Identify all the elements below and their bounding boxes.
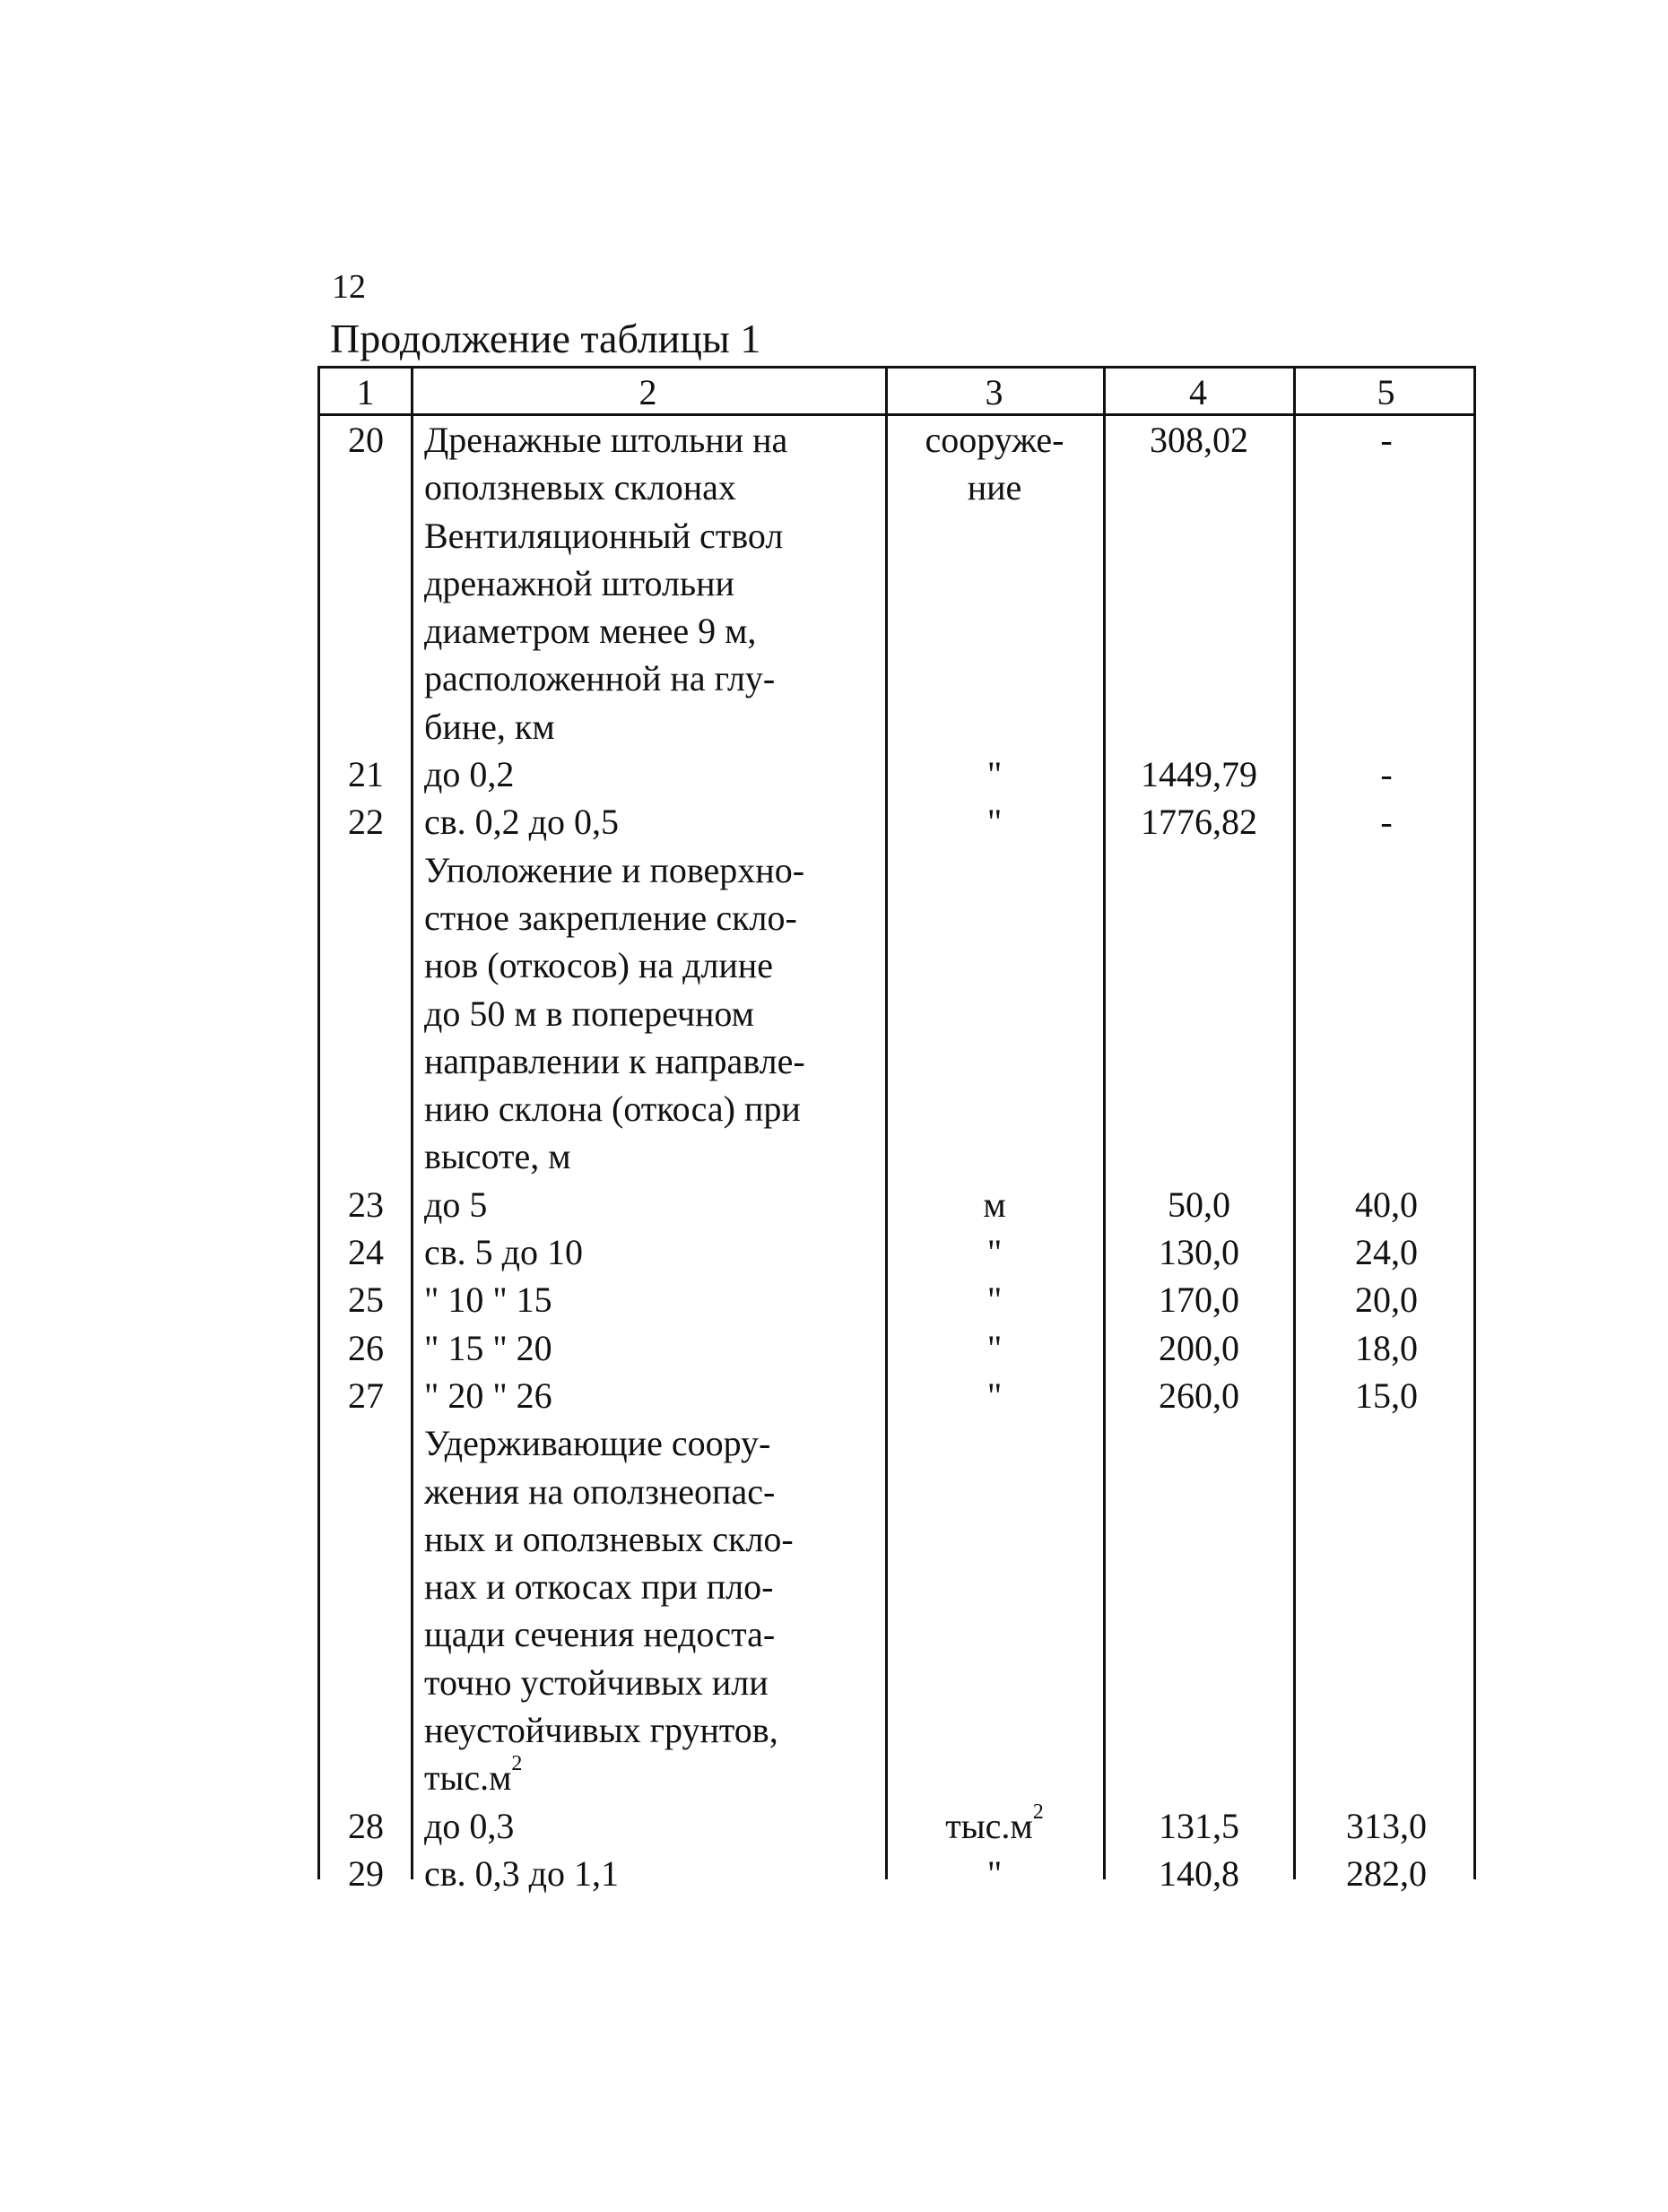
unit-cell xyxy=(885,750,1104,798)
header-cell-2: 2 xyxy=(639,372,657,412)
description-line: " 10 " 15 xyxy=(424,1279,552,1321)
unit-line: " xyxy=(986,802,1003,843)
description-line: расположенной на глу- xyxy=(424,658,776,699)
table-row xyxy=(320,1802,1473,1850)
description-cell xyxy=(424,1324,890,1372)
table-row xyxy=(320,416,1473,750)
header-cell-1: 1 xyxy=(356,372,375,412)
description-cell xyxy=(424,798,890,1180)
table-row xyxy=(320,1228,1473,1276)
description-line: св. 0,3 до 1,1 xyxy=(424,1852,619,1894)
description-cell xyxy=(424,1228,890,1276)
table-row xyxy=(320,1850,1473,1897)
description-line: до 0,3 xyxy=(424,1805,515,1846)
description-line: диаметром менее 9 м, xyxy=(424,611,757,652)
unit-cell xyxy=(885,1324,1104,1372)
description-line: неустойчивых грунтов, xyxy=(424,1710,778,1751)
value-cell-4: 200,0 xyxy=(1159,1327,1239,1368)
description-line: св. 5 до 10 xyxy=(424,1232,583,1273)
description-line: стное закрепление скло- xyxy=(424,897,797,938)
description-line: нах и откосах при пло- xyxy=(424,1566,774,1608)
description-cell xyxy=(424,1802,890,1850)
unit-line: " xyxy=(986,754,1003,795)
description-line: Дренажные штольни на xyxy=(424,420,788,460)
unit-line: " xyxy=(986,1232,1003,1273)
table-row xyxy=(320,1372,1473,1802)
unit-cell xyxy=(885,1802,1104,1850)
value-cell-4: 308,02 xyxy=(1150,420,1248,460)
table-row xyxy=(320,750,1473,798)
value-cell-5: 282,0 xyxy=(1346,1852,1427,1894)
description-line: " 20 " 26 xyxy=(424,1375,552,1416)
unit-line: " xyxy=(986,1852,1003,1894)
row-number-cell: 27 xyxy=(348,1375,384,1416)
header-cell-3: 3 xyxy=(985,372,1003,412)
table-caption: Продолжение таблицы 1 xyxy=(330,316,761,361)
data-table xyxy=(317,366,1476,1894)
unit-line: ние xyxy=(967,467,1022,508)
description-cell xyxy=(424,1372,890,1802)
description-line: $тыс.м^2$ xyxy=(424,1752,523,1799)
description-line: дренажной штольни xyxy=(424,562,734,603)
unit-cell xyxy=(885,1372,1104,1419)
description-line: Вентиляционный ствол xyxy=(424,515,784,556)
description-line: " 15 " 20 xyxy=(424,1327,552,1368)
description-line: до 5 xyxy=(424,1184,488,1225)
table-row xyxy=(320,1276,1473,1323)
table-row xyxy=(320,1181,1473,1228)
description-line: высоте, м xyxy=(424,1136,571,1177)
superscript: 2 xyxy=(511,1752,523,1776)
description-line: точно устойчивых или xyxy=(424,1661,769,1703)
description-cell xyxy=(424,1850,890,1897)
row-number-cell: 25 xyxy=(348,1279,384,1321)
description-cell xyxy=(424,1276,890,1323)
description-line: оползневых склонах xyxy=(424,467,736,508)
unit-line: м xyxy=(983,1184,1006,1225)
value-cell-4: 1776,82 xyxy=(1141,802,1257,843)
unit-cell xyxy=(885,416,1104,512)
value-cell-5: - xyxy=(1380,802,1393,843)
row-number-cell: 24 xyxy=(348,1232,384,1273)
value-cell-4: 170,0 xyxy=(1159,1279,1239,1321)
description-cell xyxy=(424,1181,890,1228)
unit-line: " xyxy=(986,1279,1003,1321)
value-cell-4: 50,0 xyxy=(1168,1184,1230,1225)
value-cell-4: 131,5 xyxy=(1159,1805,1239,1846)
value-cell-5: 20,0 xyxy=(1355,1279,1418,1321)
unit-cell xyxy=(885,1276,1104,1323)
value-cell-5: 24,0 xyxy=(1355,1232,1418,1273)
description-line: нию склона (откоса) при xyxy=(424,1089,801,1130)
unit-cell xyxy=(885,1181,1104,1228)
value-cell-4: 140,8 xyxy=(1159,1852,1239,1894)
description-line: до 0,2 xyxy=(424,754,515,795)
description-line: бине, км xyxy=(424,706,555,747)
value-cell-5: 18,0 xyxy=(1355,1327,1418,1368)
description-line: Уположение и поверхно- xyxy=(424,849,805,890)
page-number: 12 xyxy=(332,268,366,306)
value-cell-5: - xyxy=(1380,754,1393,795)
description-line: ных и оползневых скло- xyxy=(424,1518,794,1559)
description-line: нов (откосов) на длине xyxy=(424,945,773,986)
value-cell-4: 130,0 xyxy=(1159,1232,1239,1273)
row-number-cell: 23 xyxy=(348,1184,384,1225)
unit-cell xyxy=(885,1850,1104,1897)
table-body xyxy=(320,416,1473,1897)
value-cell-5: 40,0 xyxy=(1355,1184,1418,1225)
description-line: Удерживающие соору- xyxy=(424,1423,771,1464)
value-cell-5: - xyxy=(1380,420,1393,460)
unit-line: сооруже- xyxy=(925,420,1064,460)
unit-line: $тыс.м^2$ xyxy=(945,1800,1044,1846)
description-line: жения на оползнеопас- xyxy=(424,1470,776,1512)
description-cell xyxy=(424,750,890,798)
description-line: до 50 м в поперечном xyxy=(424,993,754,1034)
description-line: направлении к направле- xyxy=(424,1040,805,1081)
header-cell-4: 4 xyxy=(1189,372,1207,412)
superscript: 2 xyxy=(1032,1800,1044,1824)
description-line: св. 0,2 до 0,5 xyxy=(424,802,619,843)
row-number-cell: 28 xyxy=(348,1805,384,1846)
description-cell xyxy=(424,416,890,750)
table-row xyxy=(320,798,1473,1180)
value-cell-5: 313,0 xyxy=(1346,1805,1427,1846)
header-cell-5: 5 xyxy=(1377,372,1395,412)
value-cell-4: 260,0 xyxy=(1159,1375,1239,1416)
table-row xyxy=(320,1324,1473,1372)
unit-line: " xyxy=(986,1327,1003,1368)
row-number-cell: 29 xyxy=(348,1852,384,1894)
unit-line: " xyxy=(986,1375,1003,1416)
row-number-cell: 21 xyxy=(348,754,384,795)
value-cell-4: 1449,79 xyxy=(1141,754,1257,795)
unit-cell xyxy=(885,798,1104,846)
row-number-cell: 20 xyxy=(348,420,384,460)
row-number-cell: 26 xyxy=(348,1327,384,1368)
unit-cell xyxy=(885,1228,1104,1276)
value-cell-5: 15,0 xyxy=(1355,1375,1418,1416)
row-number-cell: 22 xyxy=(348,802,384,843)
description-line: щади сечения недоста- xyxy=(424,1614,776,1655)
